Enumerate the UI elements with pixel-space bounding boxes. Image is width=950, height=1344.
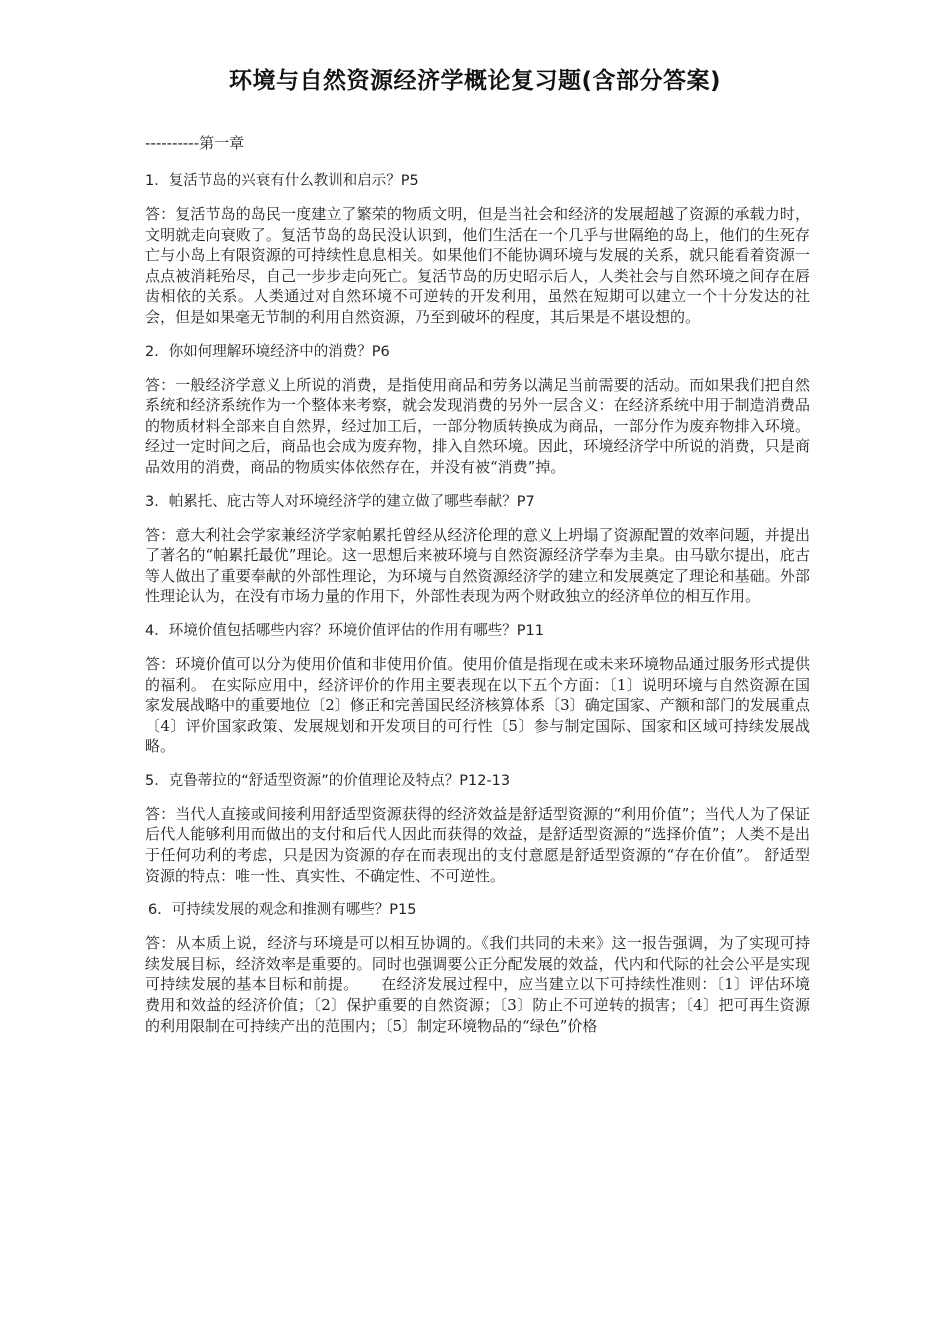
- document-title: 环境与自然资源经济学概论复习题(含部分答案): [228, 68, 722, 94]
- chapter-heading: ----------第一章: [145, 134, 245, 152]
- answer-text: 答：意大利社会学家兼经济学家帕累托曾经从经济伦理的意义上坍塌了资源配置的效率问题，并提出了著名的“帕累托最优”理论。这一思想后来被环境与自然资源经济学奉为圭臬。由马歇尔提出，庇古等人做出了重要奉献的外部性理论，为环境与自然资源经济学的建立和发展奠定了理论和基础。外部性理论认为，在没有市场力量的作用下，外部性表现为两个财政独立的经济单位的相互作用。: [145, 525, 810, 606]
- question-text: 6．可持续发展的观念和推测有哪些？P15: [148, 902, 417, 919]
- qa-block: [145, 620, 810, 757]
- answer-text: 答：环境价值可以分为使用价值和非使用价值。使用价值是指现在或未来环境物品通过服务形式提供的福利。 在实际应用中，经济评价的作用主要表现在以下五个方面：〔1〕说明环境与自然资源在国家发展战略中的重要地位〔2〕修正和完善国民经济核算体系〔3〕确定国家、产额和部门的发展重点〔4〕评价国家政策、发展规划和开发项目的可行性〔5〕参与制定国际、国家和区域可持续发展战略。: [145, 654, 810, 756]
- qa-block: [145, 899, 810, 1036]
- qa-block: [145, 341, 810, 478]
- qa-block: [145, 170, 810, 328]
- qa-block: [145, 770, 810, 886]
- document-body: [145, 132, 810, 1049]
- answer-text: 答：一般经济学意义上所说的消费，是指使用商品和劳务以满足当前需要的活动。而如果我们把自然系统和经济系统作为一个整体来考察，就会发现消费的另外一层含义：在经济系统中用于制造消费品的物质材料全部来自自然界，经过加工后，一部分物质转换成为商品，一部分作为废弃物排入环境。经过一定时间之后，商品也会成为废弃物，排入自然环境。因此，环境经济学中所说的消费，只是商品效用的消费，商品的物质实体依然存在，并没有被“消费”掉。: [145, 375, 810, 476]
- question-text: 3．帕累托、庇古等人对环境经济学的建立做了哪些奉献？P7: [145, 493, 535, 510]
- question-text: 5．克鲁蒂拉的“舒适型资源”的价值理论及特点？P12-13: [145, 772, 511, 789]
- question-text: 2．你如何理解环境经济中的消费？P6: [145, 343, 390, 360]
- answer-text: 答：当代人直接或间接利用舒适型资源获得的经济效益是舒适型资源的“利用价值”；当代人为了保证后代人能够利用而做出的支付和后代人因此而获得的效益，是舒适型资源的“选择价值”；人类不是出于任何功利的考虑，只是因为资源的存在而表现出的支付意愿是舒适型资源的“存在价值”。 舒适型资源的特点：唯一性、真实性、不确定性、不可逆性。: [145, 804, 810, 885]
- answer-text: 答：复活节岛的岛民一度建立了繁荣的物质文明，但是当社会和经济的发展超越了资源的承载力时，文明就走向衰败了。复活节岛的岛民没认识到，他们生活在一个几乎与世隔绝的岛上，他们的生死存亡与小岛上有限资源的可持续性息息相关。如果他们不能协调环境与发展的关系，就只能看着资源一点点被消耗殆尽，自己一步步走向死亡。复活节岛的历史昭示后人，人类社会与自然环境之间存在唇齿相依的关系。人类通过对自然环境不可逆转的开发利用，虽然在短期可以建立一个十分发达的社会，但是如果毫无节制的利用自然资源，乃至到破坏的程度，其后果是不堪设想的。: [145, 205, 810, 326]
- question-text: 1．复活节岛的兴衰有什么教训和启示？P5: [145, 173, 419, 189]
- qa-block: [145, 491, 810, 607]
- question-text: 4．环境价值包括哪些内容？环境价值评估的作用有哪些？P11: [145, 622, 544, 639]
- answer-text: 答：从本质上说，经济与环境是可以相互协调的。《我们共同的未来》这一报告强调，为了实现可持续发展目标，经济效率是重要的。同时也强调要公正分配发展的效益，代内和代际的社会公平是实现可持续发展的基本目标和前提。 在经济发展过程中，应当建立以下可持续性准则：〔1〕评估环境费用和效益的经济价值；〔2〕保护重要的自然资源；〔3〕防止不可逆转的损害；〔4〕把可再生资源的利用限制在可持续产出的范围内；〔5〕制定环境物品的“绿色”价格: [145, 934, 810, 1035]
